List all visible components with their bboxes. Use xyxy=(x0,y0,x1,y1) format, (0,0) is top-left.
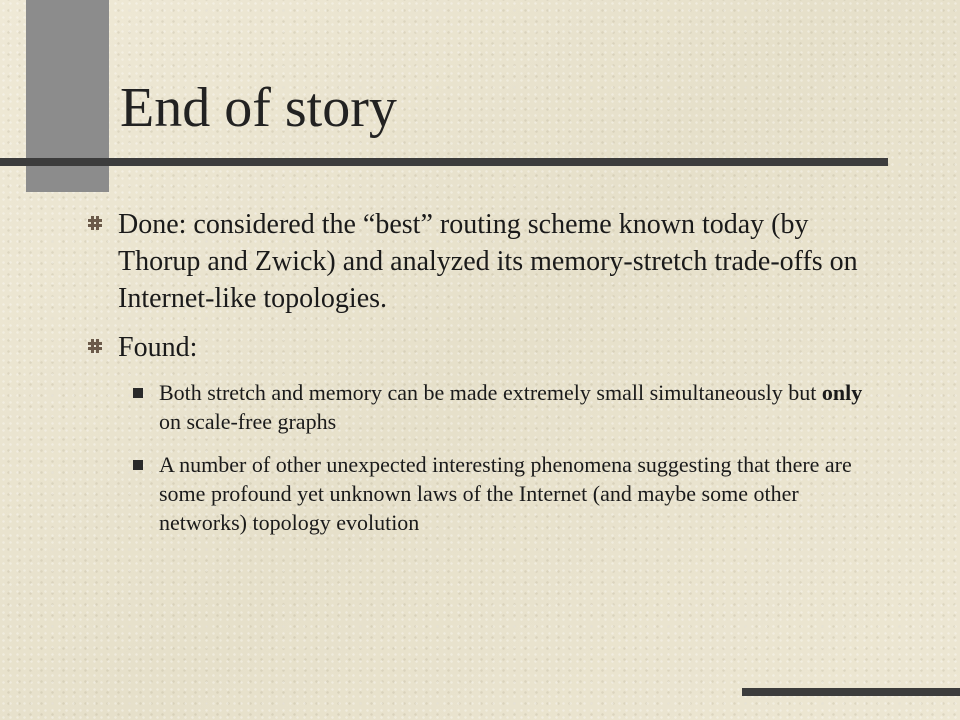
bullet-found xyxy=(88,329,878,366)
sub-bullet-1-post: on scale-free graphs xyxy=(159,409,337,434)
bullet-found-text: Found: xyxy=(118,332,198,363)
sub-bullet-1-pre: Both stretch and memory can be made extremely small simultaneously but xyxy=(159,380,822,405)
hash-bullet-icon xyxy=(88,339,102,353)
sub-bullet-phenomena xyxy=(88,450,878,537)
bullet-done xyxy=(88,206,878,317)
hash-bullet-icon xyxy=(88,216,102,230)
square-bullet-icon xyxy=(133,388,143,398)
slide-title: End of story xyxy=(120,77,397,139)
found-sub-list xyxy=(88,378,878,537)
sub-bullet-stretch-memory xyxy=(88,378,878,436)
title-underline-bar xyxy=(0,158,888,166)
sub-bullet-2-text: A number of other unexpected interesting phenomena suggesting that there are some profound yet unknown laws of the Internet (and maybe some other networks) topology evolution xyxy=(159,452,852,535)
sub-bullet-1-bold: only xyxy=(821,380,863,405)
slide-content xyxy=(88,206,878,551)
decorative-bottom-right-bar xyxy=(742,688,960,696)
bullet-done-text: Done: considered the “best” routing scheme known today (by Thorup and Zwick) and analyzed its memory-stretch trade-offs on Internet-like topologies. xyxy=(118,209,858,314)
square-bullet-icon xyxy=(133,460,143,470)
